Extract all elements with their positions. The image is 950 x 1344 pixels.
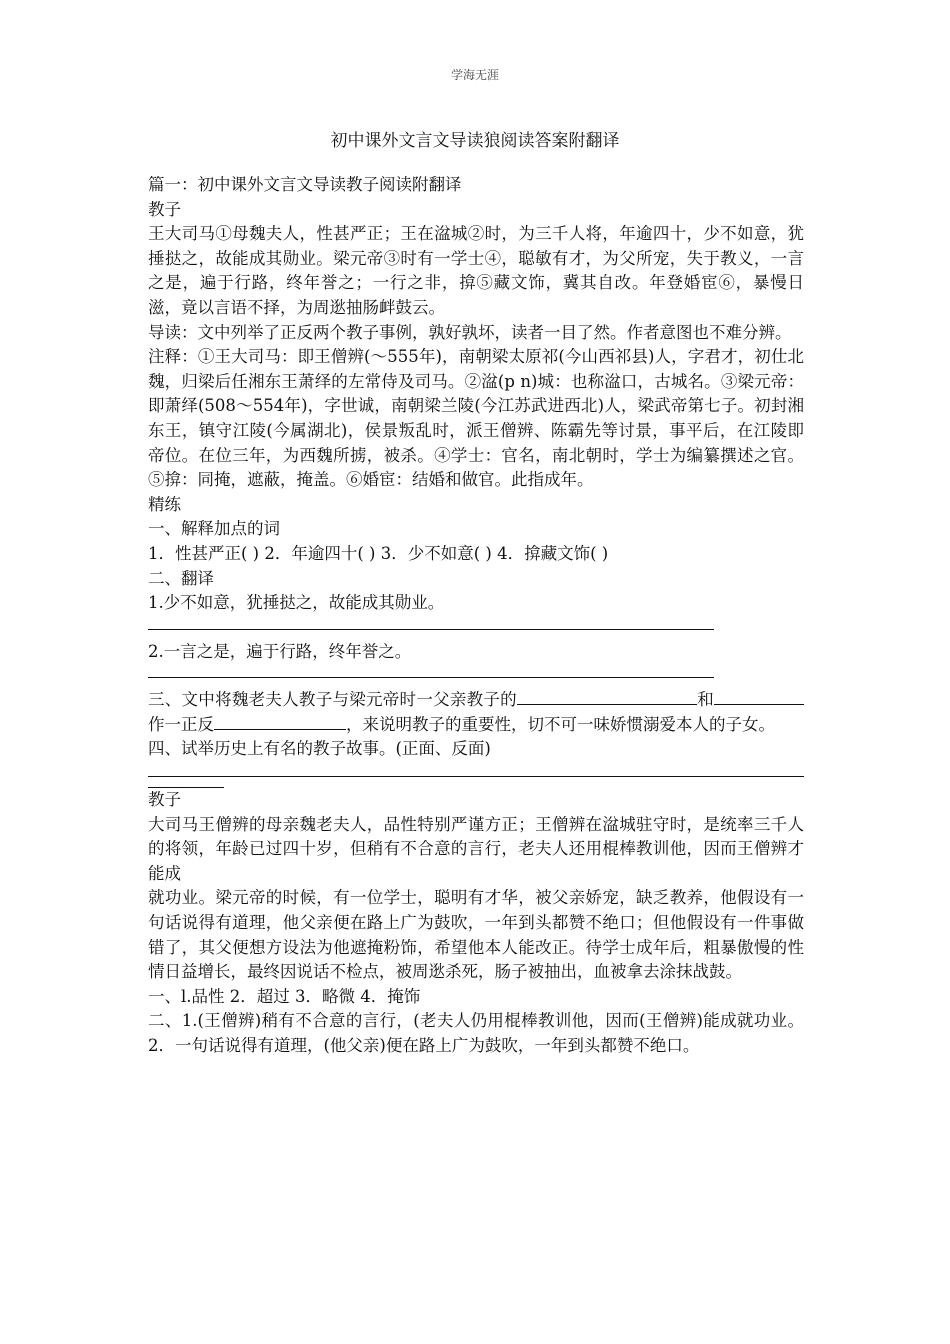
notes-paragraph: 注释：①王大司马：即王僧辨(～555年)，南朝梁太原祁(今山西祁县)人，字君才，初仕北魏，归梁后任湘东王萧绎的左常侍及司马。②湓(p n)城：也称湓口，古城名。③梁元帝：即萧绎(508～554年)，字世诚，南朝梁兰陵(今江苏武进西北)人，梁武帝第七子。初封湘东王，镇守江陵(今属湖北)，侯景叛乱时，派王僧辨、陈霸先等讨景，事平后，在江陵即帝位。在位三年，为西魏所掳，被杀。④学士：官名，南北朝时，学士为编纂撰述之官。⑤揜：同掩，遮蔽，掩盖。⑥婚宦：结婚和做官。此指成年。 <box>148 347 804 490</box>
question-4: 四、试举历史上有名的教子故事。(正面、反面) <box>148 739 491 759</box>
question-3-part-1: 三、文中将魏老夫人教子与梁元帝时一父亲教子的 <box>148 690 517 710</box>
document-title: 初中课外文言文导读狼阅读答案附翻译 <box>330 131 620 151</box>
document-body <box>148 173 804 1059</box>
section-heading: 篇一：初中课外文言文导读教子阅读附翻译 <box>148 175 462 194</box>
answer-line-3[interactable] <box>148 762 804 777</box>
question-3 <box>148 688 804 737</box>
answer-line-2[interactable] <box>148 664 714 678</box>
practice-label: 精练 <box>148 494 181 514</box>
question-3-part-3: 作一正反 <box>148 714 214 734</box>
blank-3[interactable] <box>214 728 346 730</box>
blank-2[interactable] <box>714 703 752 705</box>
question-3-part-4: ，来说明教子的重要性，切不可一味娇惯溺爱本人的子女。 <box>346 714 775 734</box>
question-1-heading: 一、解释加点的词 <box>148 519 280 539</box>
answer-1: 一、l.品性 2．超过 3．略微 4．掩饰 <box>148 986 421 1006</box>
question-2-item-2: 2.一言之是，遍于行路，终年誉之。 <box>148 641 412 661</box>
question-2-item-1: 1.少不如意，犹捶挞之，故能成其勋业。 <box>148 593 445 613</box>
original-text: 王大司马①母魏夫人，性甚严正；王在湓城②时，为三千人将，年逾四十，少不如意，犹捶挞之，故能成其勋业。梁元帝③时有一学士④，聪敏有才，为父所宠，失于教义，一言之是，遍于行路，终年誉之；一行之非，揜⑤藏文饰，冀其自改。年登婚宦⑥，暴慢日滋，竟以言语不择，为周逖抽肠衅鼓云。 <box>148 224 804 317</box>
blank-2-cont[interactable] <box>752 703 804 705</box>
translation-paragraph-1: 大司马王僧辨的母亲魏老夫人，品性特别严谨方正；王僧辨在湓城驻守时，是统率三千人的将领，年龄已过四十岁，但稍有不合意的言行，老夫人还用棍棒教训他，因而王僧辨才能成 <box>148 814 804 883</box>
answer-2: 二、1.(王僧辨)稍有不合意的言行，(老夫人仍用棍棒教训他，因而(王僧辨)能成就功业。 2．一句话说得有道理，(他父亲)便在路上广为鼓吹，一年到头都赞不绝口。 <box>148 1011 804 1055</box>
page-header: 学海无涯 <box>450 68 499 82</box>
blank-1[interactable] <box>517 703 697 705</box>
question-1-items: 1．性甚严正( ) 2．年逾四十( ) 3．少不如意( ) 4．揜藏文饰( ) <box>148 543 609 563</box>
guide-paragraph: 导读：文中列举了正反两个教子事例，孰好孰坏，读者一目了然。作者意图也不难分辨。 <box>148 322 792 342</box>
text-title: 教子 <box>148 199 181 219</box>
question-2-heading: 二、翻译 <box>148 568 214 588</box>
translation-title: 教子 <box>148 790 181 810</box>
question-3-part-2: 和 <box>696 690 715 710</box>
translation-paragraph-2: 就功业。梁元帝的时候，有一位学士，聪明有才华，被父亲娇宠，缺乏教养，他假设有一句话说得有道理，他父亲便在路上广为鼓吹，一年到头都赞不绝口；但他假设有一件事做错了，其父便想方设法为他遮掩粉饰，希望他本人能改正。待学士成年后，粗暴傲慢的性情日益增长，最终因说话不检点，被周逖杀死，肠子被抽出，血被拿去涂抹战鼓。 <box>148 888 804 982</box>
answer-line-1[interactable] <box>148 616 714 630</box>
